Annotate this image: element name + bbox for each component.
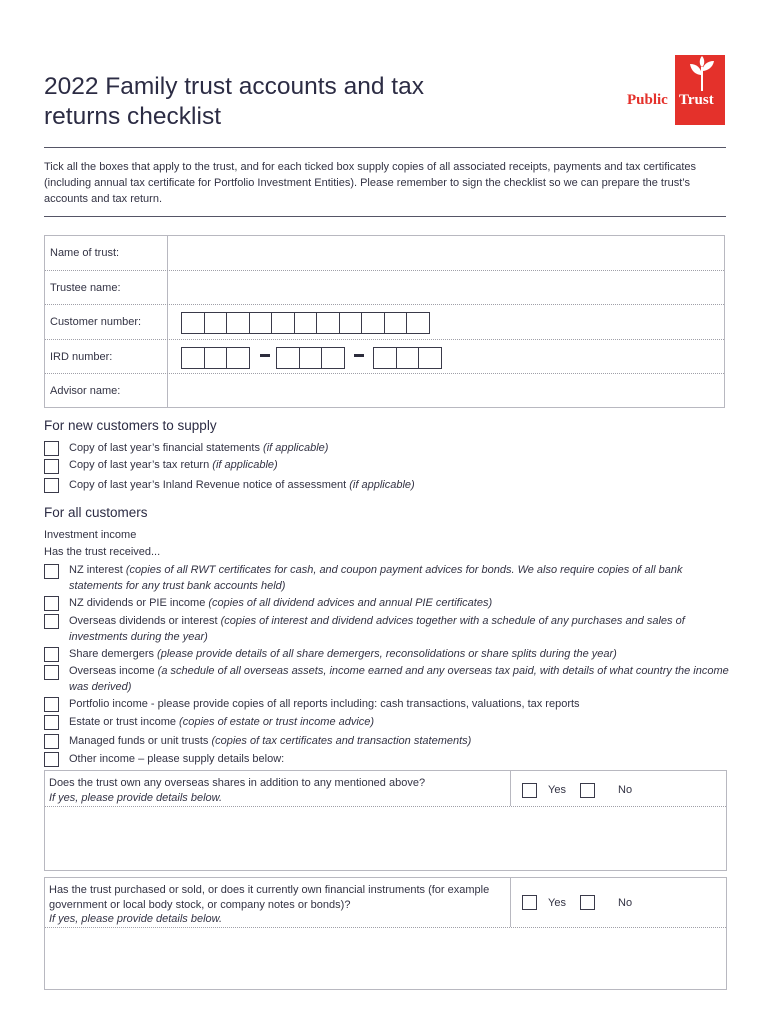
investment-income-subheading: Investment income <box>44 529 137 541</box>
item-note: (copies of interest and dividend advices together with a schedule of any purchases and sales of investments during the year) <box>69 615 685 643</box>
item-text: Copy of last year’s tax return <box>69 459 213 471</box>
digit-cell[interactable] <box>299 347 323 369</box>
item-text: Copy of last year’s financial statements <box>69 442 264 454</box>
digit-cell[interactable] <box>384 312 408 334</box>
advisor-name-row[interactable] <box>45 374 724 409</box>
divider <box>44 216 726 217</box>
item-text: Estate or trust income <box>69 716 180 728</box>
dash-separator <box>354 354 364 357</box>
item-note: (please provide details of all share demergers, reconsolidations or share splits during the year) <box>157 648 617 660</box>
digit-cell[interactable] <box>339 312 363 334</box>
yes-checkbox[interactable] <box>522 783 537 798</box>
question-text: Does the trust own any overseas shares in addition to any mentioned above? <box>49 777 426 789</box>
item-note: (if applicable) <box>212 459 278 471</box>
divider <box>44 147 726 148</box>
checkbox[interactable] <box>44 715 59 730</box>
sprout-icon <box>689 55 715 91</box>
item-note: (copies of all dividend advices and annual PIE certificates) <box>208 597 493 609</box>
ird-number-field-part3[interactable] <box>373 347 441 369</box>
item-text: NZ dividends or PIE income <box>69 597 209 609</box>
digit-cell[interactable] <box>181 347 205 369</box>
item-text: Portfolio income - please provide copies of all reports including: cash transactions, valuations, tax reports <box>69 698 580 710</box>
digit-cell[interactable] <box>271 312 295 334</box>
item-text: Managed funds or unit trusts <box>69 735 212 747</box>
new-customers-heading: For new customers to supply <box>44 418 217 433</box>
digit-cell[interactable] <box>204 347 228 369</box>
item-note: (if applicable) <box>349 479 415 491</box>
public-trust-logo <box>675 55 725 125</box>
digit-cell[interactable] <box>226 347 250 369</box>
item-text: Overseas dividends or interest <box>69 615 221 627</box>
yes-label: Yes <box>548 784 566 796</box>
checkbox[interactable] <box>44 478 59 493</box>
item-note: (copies of all RWT certificates for cash, and coupon payment advices for bonds. We also require copies of all bank statements for any trust bank accounts held) <box>69 564 683 592</box>
logo-word-public: Public <box>627 92 668 108</box>
name-of-trust-row[interactable] <box>45 236 724 271</box>
customer-number-label: Customer number: <box>50 316 142 328</box>
trustee-name-row[interactable] <box>45 271 724 306</box>
digit-cell[interactable] <box>373 347 397 369</box>
ird-number-label: IRD number: <box>50 350 113 363</box>
ird-number-field-part1[interactable] <box>181 347 249 369</box>
item-note: (copies of estate or trust income advice) <box>179 716 375 728</box>
digit-cell[interactable] <box>321 347 345 369</box>
no-label: No <box>618 897 633 909</box>
name-of-trust-label: Name of trust: <box>50 247 120 259</box>
yes-label: Yes <box>548 897 566 909</box>
digit-cell[interactable] <box>276 347 300 369</box>
item-note: (if applicable) <box>263 442 329 454</box>
financial-instruments-details-area[interactable] <box>45 928 726 990</box>
no-checkbox[interactable] <box>580 783 595 798</box>
item-text: Other income – please supply details below: <box>69 753 285 765</box>
customer-number-field[interactable] <box>181 312 429 334</box>
item-text: Share demergers <box>69 648 158 660</box>
item-text: Copy of last year’s Inland Revenue notice of assessment <box>69 479 350 491</box>
no-checkbox[interactable] <box>580 895 595 910</box>
yes-checkbox[interactable] <box>522 895 537 910</box>
checkbox[interactable] <box>44 752 59 767</box>
advisor-name-label: Advisor name: <box>50 385 121 397</box>
checkbox[interactable] <box>44 564 59 579</box>
dash-separator <box>260 354 270 357</box>
question-note: If yes, please provide details below. <box>49 791 223 804</box>
logo-word-trust: Trust <box>679 92 714 108</box>
checkbox[interactable] <box>44 734 59 749</box>
title-line-1: 2022 Family trust accounts and tax <box>44 73 424 100</box>
customer-number-row <box>45 305 724 340</box>
checkbox[interactable] <box>44 697 59 712</box>
trustee-name-label: Trustee name: <box>50 281 121 294</box>
item-note: (copies of tax certificates and transaction statements) <box>211 735 472 747</box>
digit-cell[interactable] <box>249 312 273 334</box>
digit-cell[interactable] <box>294 312 318 334</box>
checkbox[interactable] <box>44 614 59 629</box>
trust-details-table <box>44 235 725 408</box>
checkbox[interactable] <box>44 441 59 456</box>
overseas-shares-details-area[interactable] <box>45 807 726 871</box>
all-customers-heading: For all customers <box>44 505 148 520</box>
item-note: (a schedule of all overseas assets, income earned and any overseas tax paid, with details of what country the income was derived) <box>69 665 729 693</box>
has-trust-received-prompt: Has the trust received... <box>44 546 161 558</box>
no-label: No <box>618 784 633 796</box>
page-title <box>44 72 514 132</box>
checkbox[interactable] <box>44 459 59 474</box>
digit-cell[interactable] <box>406 312 430 334</box>
ird-number-row <box>45 340 724 375</box>
item-text: Overseas income <box>69 665 158 677</box>
financial-instruments-question-box <box>44 877 727 990</box>
title-line-2: returns checklist <box>44 103 222 130</box>
question-note: If yes, please provide details below. <box>49 913 223 925</box>
digit-cell[interactable] <box>204 312 228 334</box>
intro-text: Tick all the boxes that apply to the trust, and for each ticked box supply copies of all associated receipts, payments and tax certificates (including annual tax certificate for Portfolio Investment Entities). Please remember to sign the checklist so we can prepare the trust’s accounts and tax return. <box>44 161 696 205</box>
overseas-shares-question-box <box>44 770 727 871</box>
digit-cell[interactable] <box>316 312 340 334</box>
question-text: Has the trust purchased or sold, or does it currently own financial instruments (for example government or local body stock, or company notes or bonds)? <box>49 884 490 911</box>
digit-cell[interactable] <box>361 312 385 334</box>
digit-cell[interactable] <box>226 312 250 334</box>
item-text: NZ interest <box>69 564 126 576</box>
ird-number-field-part2[interactable] <box>276 347 344 369</box>
checkbox[interactable] <box>44 596 59 611</box>
checkbox[interactable] <box>44 665 59 680</box>
checkbox[interactable] <box>44 647 59 662</box>
digit-cell[interactable] <box>418 347 442 369</box>
digit-cell[interactable] <box>181 312 205 334</box>
digit-cell[interactable] <box>396 347 420 369</box>
